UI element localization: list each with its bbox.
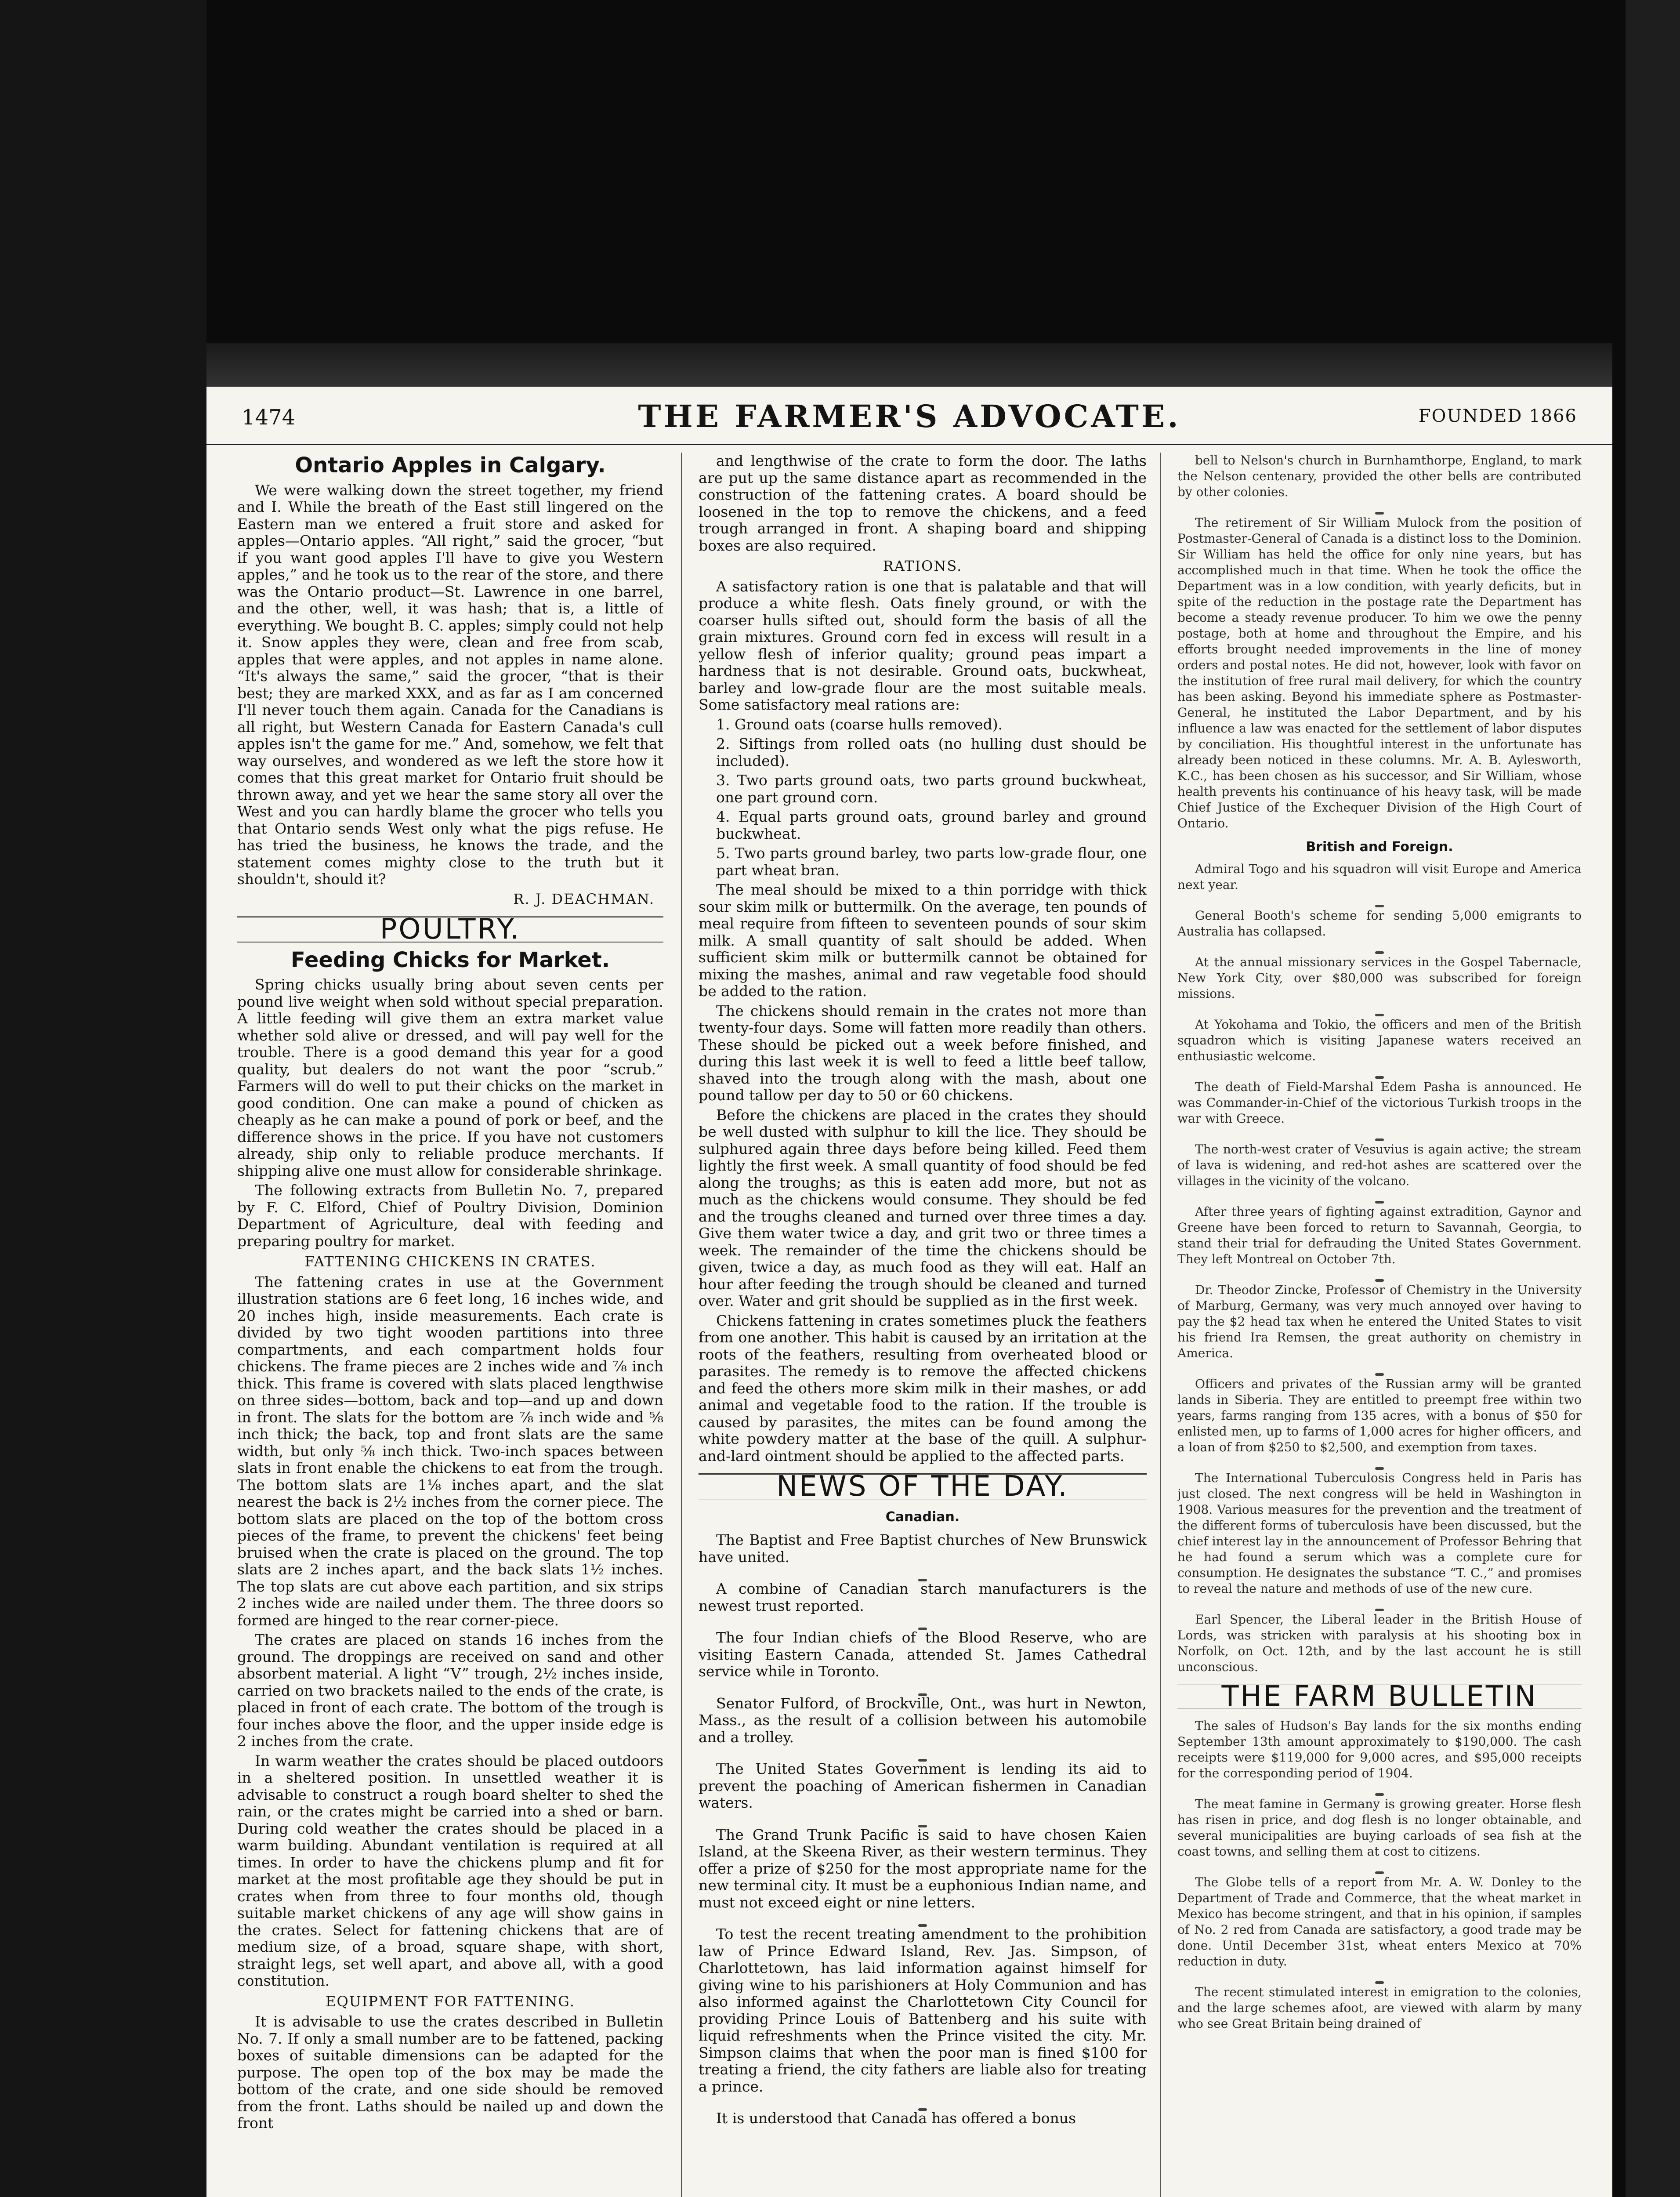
separator-ornament [699, 1617, 1147, 1626]
article-heading: Ontario Apples in Calgary. [295, 453, 606, 478]
news-item: At Yokohama and Tokio, the officers and men of the British squadron which is visiting Japanese waters received an enthusiastic welcome. [1177, 1017, 1582, 1063]
ration-item: 2. Siftings from rolled oats (no hulling dust should be included). [716, 735, 1147, 769]
newspaper-page [206, 387, 1612, 2197]
ration-item: 1. Ground oats (coarse hulls removed). [716, 715, 1003, 733]
separator-ornament [699, 2098, 1147, 2106]
news-item: The Baptist and Free Baptist churches of New Brunswick have united. [699, 1531, 1147, 1566]
news-item: It is understood that Canada has offered a bonus [716, 2110, 1076, 2127]
news-item: The north-west crater of Vesuvius is again active; the stream of lava is widening, and red-hot ashes are scattered over the villages in the vicinity of the volcano. [1177, 1142, 1582, 1188]
article-paragraph: The meal should be mixed to a thin porridge with thick sour skim milk or buttermilk. On the average, ten pounds of meal require from fifteen to seventeen pounds of sour skim milk. A small quantity of salt should be added. When sufficient skim milk or buttermilk cannot be obtained for mixing the mashes, animal and raw vegetable food should be added to the ration. [699, 881, 1147, 1000]
news-item: Earl Spencer, the Liberal leader in the British House of Lords, was stricken with paralysis at his shooting box in Norfolk, on Oct. 12th, and by the last account he is still unconscious. [1177, 1612, 1582, 1674]
news-item: The United States Government is lending its aid to prevent the poaching of American fishermen in Canadian waters. [699, 1760, 1147, 1811]
news-item: The Grand Trunk Pacific is said to have chosen Kaien Island, at the Skeena River, as their western terminus. They offer a prize of $250 for the most appropriate name for the new terminal city. It must be a euphonious Indian name, and must not exceed eight or nine letters. [699, 1826, 1147, 1911]
news-item: To test the recent treating amendment to the prohibition law of Prince Edward Island, Rev. Jas. Simpson, of Charlottetown, has laid information against himself for giving wine to his parishioners at Holy Communion and has also informed against the Charlottetown City Council for providing Prince Louis of Battenberg and his suite with liquid refreshments when the Prince visited the city. Mr. Simpson claims that when the poor man is fined $100 for treating a friend, the city fathers are liable also for treating a prince. [699, 1925, 1147, 2095]
separator-ornament [699, 1568, 1147, 1577]
article-paragraph: Chickens fattening in crates sometimes pluck the feathers from one another. This habit is caused by an irritation at the roots of the feathers, resulting from overheated blood or parasites. The remedy is to remove the affected chickens and feed the others more skim milk in their mashes, or add animal and vegetable food to the ration. If the trouble is caused by parasites, the mites can be found among the white powdery matter at the base of the quill. A sulphur-and-lard ointment should be applied to the affected parts. [699, 1312, 1147, 1465]
article-signature: R. J. DEACHMAN. [513, 890, 655, 907]
page-top-shadow [206, 343, 1612, 387]
separator-ornament [1177, 1458, 1582, 1467]
section-heading-poultry: POULTRY. [237, 916, 663, 943]
column-3 [1177, 453, 1582, 2197]
news-item: General Booth's scheme for sending 5,000 emigrants to Australia has collapsed. [1177, 908, 1582, 939]
news-item: The sales of Hudson's Bay lands for the six months ending September 13th amount approximately to $190,000. The cash receipts were $119,000 for 9,000 acres, and $95,000 receipts for the corresponding period of 1904. [1177, 1718, 1582, 1780]
scan-left-margin [0, 0, 206, 2197]
article-heading: Feeding Chicks for Market. [291, 947, 610, 972]
separator-ornament [1177, 503, 1582, 511]
separator-ornament [699, 1814, 1147, 1823]
news-item: At the annual missionary services in the Gospel Tabernacle, New York City, over $80,000 was subscribed for foreign missions. [1177, 955, 1582, 1001]
news-item: The death of Field-Marshal Edem Pasha is announced. He was Commander-in-Chief of the victorious Turkish troops in the war with Greece. [1177, 1080, 1582, 1126]
separator-ornament [699, 1748, 1147, 1757]
separator-ornament [1177, 1129, 1582, 1138]
section-heading-farm-bulletin: THE FARM BULLETIN [1177, 1684, 1582, 1709]
article-paragraph: The following extracts from Bulletin No. 7, prepared by F. C. Elford, Chief of Poultry Division, Dominion Department of Agriculture, deal with feeding and preparing poultry for market. [237, 1182, 663, 1250]
article-paragraph: The chickens should remain in the crates not more than twenty-four days. Some will fatten more readily than others. These should be picked out a week before finished, and during this last week it is well to feed a little beef tallow, shaved into the trough along with the mash, about one pound tallow per day to 50 or 60 chickens. [699, 1002, 1147, 1104]
news-item: The four Indian chiefs of the Blood Reserve, who are visiting Eastern Canada, attended St. James Cathedral service while in Toronto. [699, 1629, 1147, 1680]
separator-ornament [1177, 895, 1582, 904]
column-2 [699, 453, 1147, 2197]
separator-ornament [699, 1914, 1147, 1922]
subsection-heading: EQUIPMENT FOR FATTENING. [326, 1993, 575, 2010]
founded-note: FOUNDED 1866 [1418, 406, 1577, 426]
news-item: Senator Fulford, of Brockville, Ont., was hurt in Newton, Mass., as the result of a collision between his automobile and a trolley. [699, 1694, 1147, 1746]
news-item: Officers and privates of the Russian army will be granted lands in Siberia. They are entitled to preempt free within two years, farms ranging from 135 acres, with a bonus of $50 for enlisted men, up to farms of 1,000 acres for higher officers, and a loan of from $250 to $2,500, and exemption from taxes. [1177, 1377, 1582, 1454]
separator-ornament [1177, 1364, 1582, 1373]
separator-ornament [1177, 1270, 1582, 1279]
news-item: The recent stimulated interest in emigration to the colonies, and the large schemes afoot, are viewed with alarm by many who see Great Britain being drained of [1177, 1985, 1582, 2031]
news-item: bell to Nelson's church in Burnhamthorpe, England, to mark the Nelson centenary, provided the other bells are contributed by other colonies. [1177, 453, 1582, 499]
news-subheading: Canadian. [885, 1509, 960, 1525]
separator-ornament [1177, 1599, 1582, 1608]
separator-ornament [1177, 1784, 1582, 1793]
article-paragraph: It is advisable to use the crates described in Bulletin No. 7. If only a small number are to be fattened, packing boxes of suitable dimensions can be adapted for the purpose. The open top of the box may be made the bottom of the crate, and one side should be removed from the front. Laths should be nailed up and down the front [237, 2013, 663, 2132]
news-item: Dr. Theodor Zincke, Professor of Chemistry in the University of Marburg, Germany, was very much annoyed over having to pay the $2 head tax when he entered the United States to visit his friend Ira Remsen, the great authority on chemistry in America. [1177, 1283, 1582, 1360]
news-item: After three years of fighting against extradition, Gaynor and Greene have been forced to return to Savannah, Georgia, to stand their trial for defrauding the United States Government. They left Montreal on October 7th. [1177, 1204, 1582, 1266]
separator-ornament [699, 1683, 1147, 1692]
section-heading-news: NEWS OF THE DAY. [699, 1473, 1147, 1500]
news-item: The Globe tells of a report from Mr. A. W. Donley to the Department of Trade and Commerce, that the wheat market in Mexico has become stringent, and that in his opinion, if samples of No. 2 red from Canada are satisfactory, a good trade may be done. Until December 31st, wheat enters Mexico at 70% reduction in duty. [1177, 1875, 1582, 1969]
separator-ornament [1177, 1004, 1582, 1013]
news-item: The International Tuberculosis Congress held in Paris has just closed. The next congress will be held in Washington in 1908. Various measures for the prevention and the treatment of the different forms of tuberculosis have been discussed, but the chief interest lay in the announcement of Professor Behring that he had found a serum which was a complete cure for consumption. He designates the substance “T. C.,” and promises to reveal the nature and methods of use of the new cure. [1177, 1471, 1582, 1596]
ration-item: 4. Equal parts ground oats, ground barley and ground buckwheat. [716, 808, 1147, 842]
scan-right-edge [1626, 0, 1680, 2197]
news-item: A combine of Canadian starch manufacturers is the newest trust reported. [699, 1580, 1147, 1614]
article-paragraph: The crates are placed on stands 16 inches from the ground. The droppings are received on sand and other absorbent material. A light “V” trough, 2½ inches inside, carried on two brackets nailed to the ends of the crate, is placed in front of each crate. The bottom of the trough is four inches above the floor, and the upper inside edge is 2 inches from the crate. [237, 1631, 663, 1750]
subsection-heading: RATIONS. [883, 558, 963, 574]
article-paragraph: and lengthwise of the crate to form the door. The laths are put up the same distance apart as recommended in the construction of the fattening crates. A board should be loosened in the top to remove the chickens, and a feed trough arranged in front. A shaping board and shipping boxes are also required. [699, 453, 1147, 554]
separator-ornament [1177, 1862, 1582, 1871]
separator-ornament [1177, 942, 1582, 951]
news-item: The retirement of Sir William Mulock from the position of Postmaster-General of Canada is a distinct loss to the Dominion. Sir William has held the office for only nine years, but has accomplished much in that time. When he took the office the Department was in a low condition, with yearly deficits, but in spite of the reduction in the postage rate the Department has become a steady revenue producer. To him we owe the penny postage, both at home and throughout the Empire, and his efforts brought needed improvements in the line of money orders and postal notes. He did not, however, look with favor on the institution of free rural mail delivery, for which the country has been asking. Beyond his immediate sphere as Postmaster-General, he instituted the Labor Department, and by his influence a law was enacted for the settlement of labor disputes by conciliation. His thoughtful interest in the unfortunate has already been noticed in these columns. Mr. A. B. Aylesworth, K.C., has been chosen as his successor, and Sir William, whose health prevents his continuance of his heavy task, will be made Chief Justice of the Exchequer Division of the High Court of Ontario. [1177, 515, 1582, 830]
column-1 [237, 453, 663, 2197]
masthead [206, 387, 1612, 445]
article-paragraph: The fattening crates in use at the Government illustration stations are 6 feet long, 16 inches wide, and 20 inches high, inside measurements. Each crate is divided by two tight wooden partitions into three compartments, and each compartment holds four chickens. The frame pieces are 2 inches wide and ⅞ inch thick. This frame is covered with slats placed lengthwise on three sides—bottom, back and top—and up and down in front. The slats for the bottom are ⅞ inch wide and ⅝ inch thick; the back, top and front slats are the same width, but only ⅝ inch thick. Two-inch spaces between slats in front enable the chickens to eat from the trough. The bottom slats are 1⅛ inches apart, and the slat nearest the back is 2½ inches from the corner piece. The bottom slats are placed on the top of the bottom cross pieces of the frame, to prevent the chickens' feet being bruised when the crate is placed on the ground. The top slats are 2 inches apart, and the back slats 1½ inches. The top slats are cut above each partition, and six strips 2 inches wide are nailed under them. The three doors so formed are hinged to the rear corner-piece. [237, 1273, 663, 1629]
ration-item: 3. Two parts ground oats, two parts ground buckwheat, one part ground corn. [716, 772, 1147, 806]
separator-ornament [1177, 1972, 1582, 1981]
news-subheading: British and Foreign. [1306, 839, 1453, 855]
ration-item: 5. Two parts ground barley, two parts low-grade flour, one part wheat bran. [716, 845, 1147, 879]
subsection-heading: FATTENING CHICKENS IN CRATES. [304, 1253, 596, 1270]
page-number: 1474 [242, 405, 296, 430]
column-rule [1160, 453, 1161, 2197]
column-rule [681, 453, 682, 2197]
article-paragraph: In warm weather the crates should be placed outdoors in a sheltered position. In unsettled weather it is advisable to construct a rough board shelter to shed the rain, or the crates might be carried into a shed or barn. During cold weather the crates should be placed in a warm building. Abundant ventilation is required at all times. In order to have the chickens plump and fit for market at the most profitable age they should be put in crates when from three to four months old, though suitable market chickens of any age will show gains in the crates. Select for fattening chickens that are of medium size, of a broad, square shape, with short, straight legs, set well apart, and above all, with a good constitution. [237, 1752, 663, 1989]
article-paragraph: We were walking down the street together, my friend and I. While the breath of the East still lingered on the Eastern man we entered a fruit store and asked for apples—Ontario apples. “All right,” said the grocer, “but if you want good apples I'll have to give you Western apples,” and he took us to the rear of the store, and there was the Ontario product—St. Lawrence in one barrel, and the other, well, it was hash; that is, a little of everything. We bought B. C. apples; simply could not help it. Snow apples they were, clean and free from scab, apples that were apples, and not apples in name alone. “It's always the same,” said the grocer, “that is their best; they are marked XXX, and as far as I am concerned I'll never touch them again. Canada for the Canadians is all right, but Western Canada for Eastern Canada's cull apples isn't the game for me.” And, somehow, we felt that way ourselves, and wondered as we left the store how it comes that this great market for Ontario fruit should be thrown away, and yet we hear the same story all over the West and you can hardly blame the grocer who tells you that Ontario sends West only what the pigs refuse. He has tried the business, he knows the trade, and the statement comes mighty close to the truth but it shouldn't, should it? [237, 481, 663, 888]
paper-title: THE FARMER'S ADVOCATE. [638, 398, 1181, 435]
news-item: Admiral Togo and his squadron will visit Europe and America next year. [1177, 862, 1582, 892]
article-paragraph: A satisfactory ration is one that is palatable and that will produce a white flesh. Oats finely ground, or with the coarser hulls sifted out, should form the basis of all the grain mixtures. Ground corn fed in excess will result in a yellow flesh of inferior quality; ground peas impart a hardness that is not desirable. Ground oats, buckwheat, barley and low-grade flour are the most suitable meals. Some satisfactory meal rations are: [699, 577, 1147, 713]
article-paragraph: Before the chickens are placed in the crates they should be well dusted with sulphur to kill the lice. They should be sulphured again three days before being killed. Feed them lightly the first week. A small quantity of food should be fed along the troughs; as this is eaten add more, but not as much as the chickens would consume. They should be fed and the troughs cleaned and turned over three times a day. Give them water twice a day, and grit two or three times a week. The remainder of the time the chickens should be given, twice a day, as much food as they will eat. Half an hour after feeding the trough should be cleaned and turned over. Water and grit should be supplied as in the first week. [699, 1106, 1147, 1309]
separator-ornament [1177, 1192, 1582, 1200]
article-paragraph: Spring chicks usually bring about seven cents per pound live weight when sold without special preparation. A little feeding will give them an extra market value whether sold alive or dressed, and will pay well for the trouble. There is a good demand this year for a good quality, but dealers do not want the poor “scrub.” Farmers will do well to put their chicks on the market in good condition. One can make a pound of chicken as cheaply as he can make a pound of pork or beef, and the difference shows in the price. If you have not customers already, ship only to reliable produce merchants. If shipping alive one must allow for considerable shrinkage. [237, 976, 663, 1179]
separator-ornament [1177, 1067, 1582, 1076]
news-item: The meat famine in Germany is growing greater. Horse flesh has risen in price, and dog flesh is no longer obtainable, and several municipalities are buying carloads of sea fish at the coast towns, and selling them at cost to citizens. [1177, 1797, 1582, 1859]
